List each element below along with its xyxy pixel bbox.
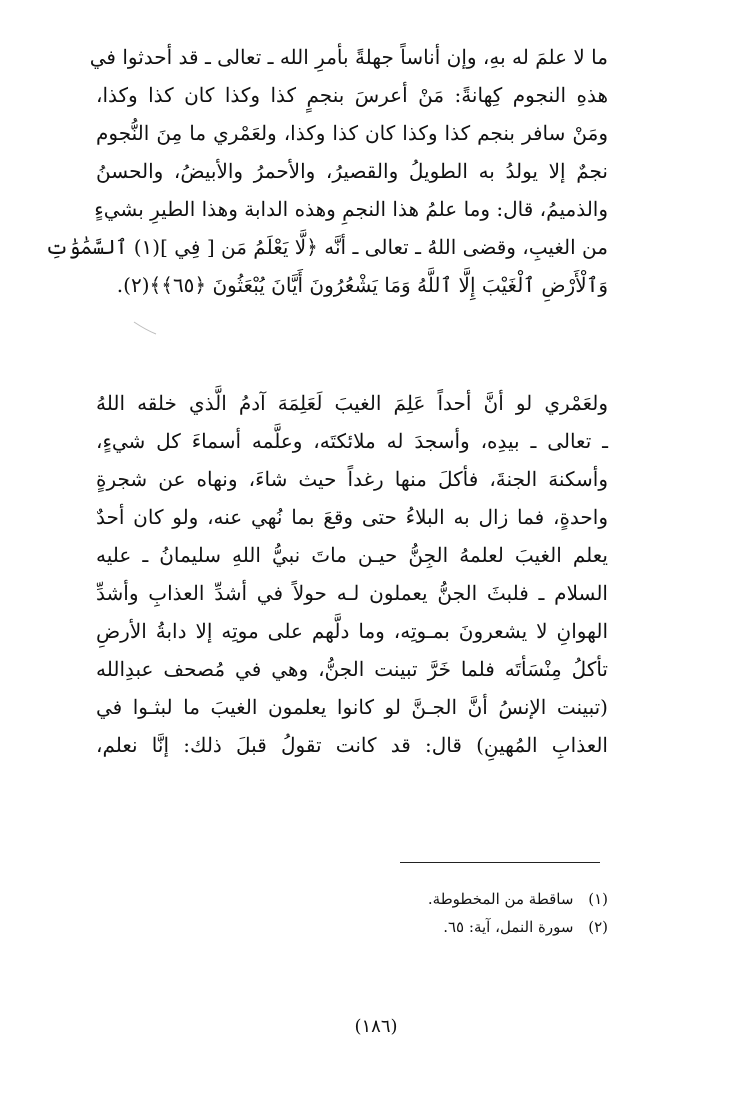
text-line: واحدةٍ، فما زال به البلاءُ حتى وقعَ بما نُهي عنه، ولو كان أحدٌ: [96, 505, 608, 529]
footnote-1: [128, 886, 608, 912]
text-line: السلام ـ فلبثَ الجنُّ يعملون لـه حولاً في أشدِّ العذابِ وأشدِّ: [96, 581, 608, 605]
text-line: تأكلُ مِنْسَأتَه فلما خَرَّ تبينت الجنُّ، وهي في مُصحف عبدِالله: [96, 657, 608, 681]
text-line: وأسكنهَ الجنةَ، فأكلَ منها رغداً حيث شاءَ، ونهاه عن شجرةٍ: [96, 467, 608, 491]
quran-verse-line: من الغيبِ، وقضى اللهُ ـ تعالى ـ أنَّه ﴿لَّا يَعْلَمُ مَن [ فِي ](١) ٱلسَّمَٰوَٰتِ: [45, 235, 608, 259]
footnote-number: (٢): [588, 918, 608, 936]
footnote-text: ساقطة من المخطوطة.: [427, 890, 574, 908]
text-line: هذهِ النجوم كِهانةً: مَنْ أعرسَ بنجمٍ كذا وكذا كان كذا وكذا،: [96, 83, 608, 107]
text-line: والذميمُ، قال: وما علمُ هذا النجمِ وهذه الدابة وهذا الطيرِ بشيءٍ: [94, 197, 608, 221]
text-line: ومَنْ سافر بنجم كذا وكذا كان كذا وكذا، ولعَمْري ما مِنَ النُّجوم: [96, 121, 608, 145]
text-line: ولعَمْري لو أنَّ أحداً عَلِمَ الغيبَ لَعَلِمَهَ آدمُ الَّذي خلقه اللهُ: [96, 391, 608, 415]
footnote-text: سورة النمل، آية: ٦٥.: [443, 918, 574, 936]
footnote-separator: [400, 862, 600, 863]
pencil-mark-icon: [132, 318, 160, 338]
quran-verse-line: وَٱلْأَرْضِ ٱلْغَيْبَ إِلَّا ٱللَّهُ وَمَا يَشْعُرُونَ أَيَّانَ يُبْعَثُونَ ﴿٦٥﴾﴾(٢).: [116, 273, 608, 297]
footnote-number: (١): [588, 890, 608, 908]
text-line: يعلم الغيبَ لعلمهُ الجِنُّ حيـن ماتَ نبيُّ اللهِ سليمانُ ـ عليه: [96, 543, 608, 567]
text-line: العذابِ المُهينِ) قال: قد كانت تقولُ قبلَ ذلك: إنَّا نعلم،: [96, 733, 608, 757]
footnote-2: [128, 914, 608, 940]
text-line: الهوانِ لا يشعرونَ بمـوتِه، وما دلَّهم على موتِه إلا دابةُ الأرضِ: [96, 619, 608, 643]
text-line: (تبينت الإنسُ أنَّ الجـنَّ لو كانوا يعلمون الغيبَ ما لبثـوا في: [96, 695, 608, 719]
page-number: (١٨٦): [354, 1016, 398, 1037]
paragraph-2: [96, 384, 608, 764]
text-line: ـ تعالى ـ بيدِه، وأسجدَ له ملائكتَه، وعلَّمه أسماءَ كل شيءٍ،: [96, 429, 608, 453]
text-line: ما لا علمَ له بهِ، وإن أناساً جهلةً بأمرِ الله ـ تعالى ـ قد أحدثوا في: [89, 45, 608, 69]
paragraph-1: [45, 38, 608, 304]
text-line: نجمٌ إلا يولدُ به الطويلُ والقصيرُ، والأحمرُ والأبيضُ، والحسنُ: [96, 159, 608, 183]
